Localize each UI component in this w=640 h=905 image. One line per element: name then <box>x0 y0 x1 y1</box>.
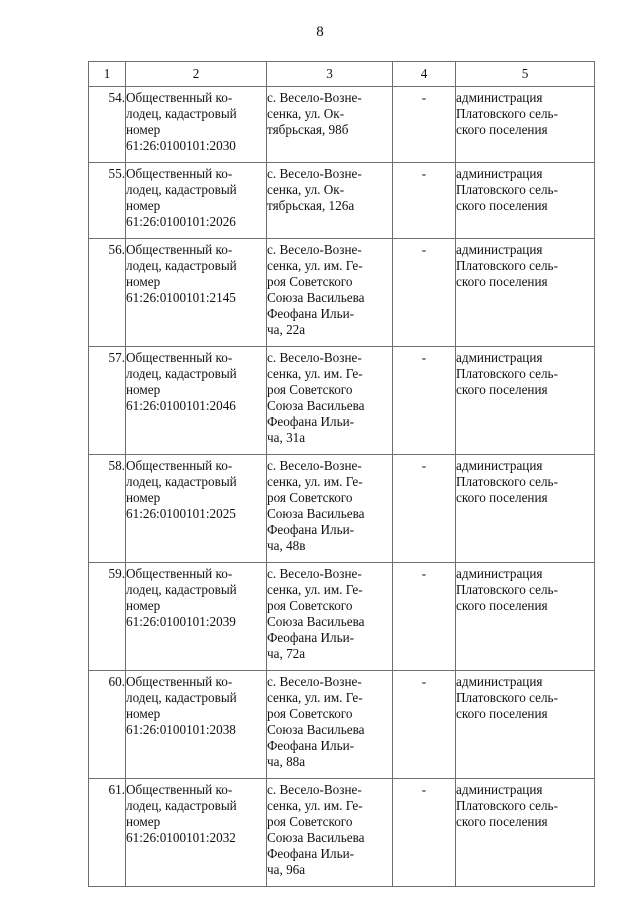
row-number: 56. <box>89 239 126 347</box>
address-line: с. Весело-Возне- <box>267 350 362 365</box>
address-line: с. Весело-Возне- <box>267 242 362 257</box>
object-line: Общественный ко- <box>126 458 233 473</box>
row-number: 54. <box>89 87 126 163</box>
owner-line: Платовского сель- <box>456 474 558 489</box>
object-line: лодец, кадастровый <box>126 582 237 597</box>
object-description <box>126 87 267 163</box>
column-header-5: 5 <box>456 62 595 87</box>
owner-line: ского поселения <box>456 198 548 213</box>
header-row <box>89 62 595 87</box>
address <box>267 347 393 455</box>
column-header-4: 4 <box>393 62 456 87</box>
owner-line: Платовского сель- <box>456 582 558 597</box>
column-header-3: 3 <box>267 62 393 87</box>
column-4-value: - <box>393 671 456 779</box>
object-line: номер <box>126 598 161 613</box>
table-row <box>89 671 595 779</box>
address-line: с. Весело-Возне- <box>267 674 362 689</box>
object-line: номер <box>126 122 161 137</box>
row-number: 57. <box>89 347 126 455</box>
table-row <box>89 455 595 563</box>
object-description <box>126 239 267 347</box>
column-4-value: - <box>393 163 456 239</box>
object-line: номер <box>126 490 161 505</box>
address-line: сенка, ул. им. Ге- <box>267 582 363 597</box>
address-line: сенка, ул. им. Ге- <box>267 258 363 273</box>
object-line: лодец, кадастровый <box>126 106 237 121</box>
address-line: Феофана Ильи- <box>267 414 355 429</box>
address-line: с. Весело-Возне- <box>267 782 362 797</box>
object-line: номер <box>126 814 161 829</box>
address-line: сенка, ул. Ок- <box>267 106 345 121</box>
column-4-value: - <box>393 347 456 455</box>
owner-line: администрация <box>456 458 543 473</box>
owner-line: администрация <box>456 674 543 689</box>
row-number: 61. <box>89 779 126 887</box>
table-row <box>89 779 595 887</box>
owner-line: ского поселения <box>456 382 548 397</box>
column-4-value: - <box>393 239 456 347</box>
owner <box>456 671 595 779</box>
object-line: номер <box>126 198 161 213</box>
table-row <box>89 563 595 671</box>
object-description <box>126 671 267 779</box>
address-line: Феофана Ильи- <box>267 738 355 753</box>
object-line: Общественный ко- <box>126 242 233 257</box>
owner <box>456 163 595 239</box>
address <box>267 163 393 239</box>
object-line: лодец, кадастровый <box>126 690 237 705</box>
address-line: с. Весело-Возне- <box>267 566 362 581</box>
address-line: ча, 72а <box>267 646 306 661</box>
address <box>267 779 393 887</box>
object-description <box>126 163 267 239</box>
address-line: тябрьская, 98б <box>267 122 349 137</box>
object-line: 61:26:0100101:2025 <box>126 506 236 521</box>
owner-line: Платовского сель- <box>456 258 558 273</box>
address-line: сенка, ул. Ок- <box>267 182 345 197</box>
address <box>267 239 393 347</box>
address-line: сенка, ул. им. Ге- <box>267 798 363 813</box>
address-line: Феофана Ильи- <box>267 306 355 321</box>
object-line: лодец, кадастровый <box>126 182 237 197</box>
address-line: с. Весело-Возне- <box>267 90 362 105</box>
owner-line: администрация <box>456 242 543 257</box>
owner-line: администрация <box>456 90 543 105</box>
owner-line: администрация <box>456 566 543 581</box>
address-line: сенка, ул. им. Ге- <box>267 366 363 381</box>
address-line: Союза Васильева <box>267 290 365 305</box>
object-description <box>126 563 267 671</box>
owner <box>456 563 595 671</box>
registry-table <box>88 61 595 887</box>
address-line: ча, 96а <box>267 862 306 877</box>
owner <box>456 239 595 347</box>
object-description <box>126 779 267 887</box>
object-line: 61:26:0100101:2145 <box>126 290 236 305</box>
object-line: Общественный ко- <box>126 674 233 689</box>
object-line: номер <box>126 274 161 289</box>
address-line: ча, 31а <box>267 430 306 445</box>
owner-line: Платовского сель- <box>456 106 558 121</box>
object-line: Общественный ко- <box>126 90 233 105</box>
address-line: роя Советского <box>267 490 353 505</box>
object-description <box>126 455 267 563</box>
address-line: Феофана Ильи- <box>267 522 355 537</box>
object-line: номер <box>126 382 161 397</box>
address-line: тябрьская, 126а <box>267 198 355 213</box>
object-line: Общественный ко- <box>126 782 233 797</box>
row-number: 55. <box>89 163 126 239</box>
object-line: номер <box>126 706 161 721</box>
address <box>267 455 393 563</box>
address-line: сенка, ул. им. Ге- <box>267 474 363 489</box>
object-line: Общественный ко- <box>126 166 233 181</box>
owner-line: ского поселения <box>456 598 548 613</box>
table-row <box>89 347 595 455</box>
owner <box>456 779 595 887</box>
address-line: Союза Васильева <box>267 614 365 629</box>
address-line: Союза Васильева <box>267 722 365 737</box>
address-line: сенка, ул. им. Ге- <box>267 690 363 705</box>
object-line: лодец, кадастровый <box>126 258 237 273</box>
owner-line: ского поселения <box>456 122 548 137</box>
owner-line: ского поселения <box>456 274 548 289</box>
owner-line: ского поселения <box>456 490 548 505</box>
owner <box>456 87 595 163</box>
column-4-value: - <box>393 455 456 563</box>
address <box>267 563 393 671</box>
owner <box>456 347 595 455</box>
table-row <box>89 87 595 163</box>
address <box>267 671 393 779</box>
row-number: 59. <box>89 563 126 671</box>
object-description <box>126 347 267 455</box>
address-line: Союза Васильева <box>267 398 365 413</box>
owner-line: ского поселения <box>456 706 548 721</box>
object-line: лодец, кадастровый <box>126 798 237 813</box>
row-number: 58. <box>89 455 126 563</box>
object-line: Общественный ко- <box>126 566 233 581</box>
object-line: лодец, кадастровый <box>126 474 237 489</box>
column-header-1: 1 <box>89 62 126 87</box>
address-line: с. Весело-Возне- <box>267 166 362 181</box>
column-header-2: 2 <box>126 62 267 87</box>
column-4-value: - <box>393 87 456 163</box>
row-number: 60. <box>89 671 126 779</box>
owner-line: администрация <box>456 782 543 797</box>
object-line: 61:26:0100101:2038 <box>126 722 236 737</box>
address-line: роя Советского <box>267 706 353 721</box>
address-line: роя Советского <box>267 598 353 613</box>
page-number: 8 <box>316 24 324 40</box>
object-line: лодец, кадастровый <box>126 366 237 381</box>
address-line: с. Весело-Возне- <box>267 458 362 473</box>
table-row <box>89 163 595 239</box>
address-line: Союза Васильева <box>267 506 365 521</box>
column-4-value: - <box>393 779 456 887</box>
address-line: роя Советского <box>267 274 353 289</box>
object-line: 61:26:0100101:2046 <box>126 398 236 413</box>
owner-line: администрация <box>456 350 543 365</box>
owner-line: Платовского сель- <box>456 798 558 813</box>
address-line: Феофана Ильи- <box>267 630 355 645</box>
address-line: роя Советского <box>267 382 353 397</box>
column-4-value: - <box>393 563 456 671</box>
address-line: ча, 22а <box>267 322 306 337</box>
address-line: ча, 48в <box>267 538 306 553</box>
owner-line: Платовского сель- <box>456 690 558 705</box>
address-line: роя Советского <box>267 814 353 829</box>
owner-line: ского поселения <box>456 814 548 829</box>
address <box>267 87 393 163</box>
table-row <box>89 239 595 347</box>
owner <box>456 455 595 563</box>
object-line: 61:26:0100101:2039 <box>126 614 236 629</box>
object-line: 61:26:0100101:2032 <box>126 830 236 845</box>
address-line: Союза Васильева <box>267 830 365 845</box>
object-line: Общественный ко- <box>126 350 233 365</box>
object-line: 61:26:0100101:2030 <box>126 138 236 153</box>
address-line: Феофана Ильи- <box>267 846 355 861</box>
address-line: ча, 88а <box>267 754 306 769</box>
owner-line: администрация <box>456 166 543 181</box>
object-line: 61:26:0100101:2026 <box>126 214 236 229</box>
owner-line: Платовского сель- <box>456 182 558 197</box>
owner-line: Платовского сель- <box>456 366 558 381</box>
